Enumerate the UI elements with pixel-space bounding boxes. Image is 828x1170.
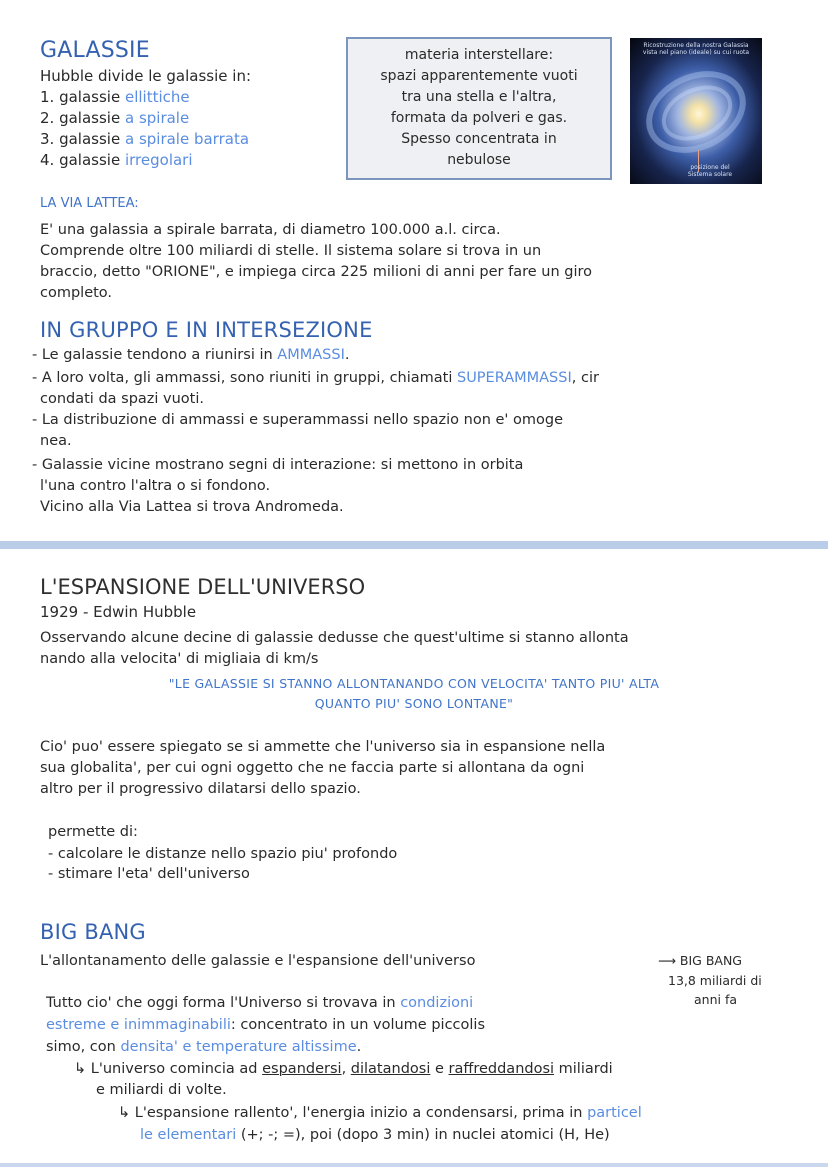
big-bang-line [118, 1103, 642, 1123]
list-word: galassie [59, 130, 121, 148]
via-lattea-line: braccio, detto "ORIONE", e impiega circa 225 milioni di anni per fare un giro [40, 264, 593, 280]
text-span: , [341, 1061, 351, 1077]
caption-line: Ricostruzione della nostra Galassia [643, 42, 749, 49]
permette-bullet: - stimare l'eta' dell'universo [48, 866, 250, 882]
section-title-gruppo: IN GRUPPO E IN INTERSEZIONE [40, 318, 373, 342]
gruppo-line: - Galassie vicine mostrano segni di interazione: si mettono in orbita [32, 457, 524, 473]
galaxy-type: irregolari [124, 151, 193, 169]
text-span: e [430, 1061, 449, 1077]
caption-line: posizione del [690, 164, 730, 171]
big-bang-age: anni fa [694, 992, 738, 1007]
big-bang-line [46, 1037, 361, 1057]
image-caption-top [632, 42, 760, 56]
big-bang-line: e miliardi di volte. [96, 1082, 227, 1098]
text-span: - A loro volta, gli ammassi, sono riuniti in gruppi, chiamati [32, 370, 457, 386]
box-line: formata da polveri e gas. [390, 110, 568, 126]
list-number: 4. [40, 151, 55, 169]
text-span: Tutto cio' che oggi forma l'Universo si trovava in [46, 995, 401, 1011]
text-span: . [344, 347, 350, 363]
keyword-espandersi: espandersi [262, 1061, 342, 1077]
list-word: galassie [59, 88, 121, 106]
list-word: galassie [59, 151, 121, 169]
keyword-condizioni: condizioni [400, 995, 474, 1011]
gruppo-line: nea. [40, 433, 72, 449]
section-title-galassie: GALASSIE [40, 38, 150, 63]
page-bottom-border [0, 1163, 828, 1167]
caption-line: vista nel piano (ideale) su cui ruota [642, 49, 750, 56]
gruppo-line: Vicino alla Via Lattea si trova Andromeda. [40, 499, 344, 515]
text-span: ↳ L'espansione rallento', l'energia inizio a condensarsi, prima in [118, 1105, 588, 1121]
via-lattea-line: completo. [40, 285, 113, 301]
big-bang-line: L'allontanamento delle galassie e l'espansione dell'universo [40, 953, 476, 969]
image-caption-bottom [670, 164, 750, 178]
section-title-espansione: L'ESPANSIONE DELL'UNIVERSO [40, 575, 366, 599]
text-span: ↳ L'universo comincia ad [74, 1061, 263, 1077]
section-divider [0, 541, 828, 549]
text-span: simo, con [46, 1039, 121, 1055]
galaxy-type-item [40, 150, 193, 171]
galaxy-type: a spirale barrata [124, 130, 250, 148]
espansione-paragraph-line: Cio' puo' essere spiegato se si ammette che l'universo sia in espansione nella [40, 739, 606, 755]
galaxy-type-item [40, 87, 190, 108]
galaxy-type: a spirale [124, 109, 190, 127]
big-bang-arrow-label: ⟶ BIG BANG [658, 953, 742, 968]
hubble-quote-line: QUANTO PIU' SONO LONTANE" [314, 696, 514, 711]
gruppo-line: condati da spazi vuoti. [40, 391, 205, 407]
espansione-line: nando alla velocita' di migliaia di km/s [40, 651, 319, 667]
gruppo-line [32, 345, 349, 365]
keyword-raffreddandosi: raffreddandosi [448, 1061, 555, 1077]
box-line: spazi apparentemente vuoti [380, 68, 578, 84]
big-bang-line [140, 1125, 610, 1145]
box-line: materia interstellare: [404, 47, 554, 63]
caption-line: Sistema solare [687, 171, 733, 178]
keyword-ammassi: AMMASSI [277, 347, 345, 363]
espansione-subtitle: 1929 - Edwin Hubble [40, 603, 197, 621]
text-span: - Le galassie tendono a riunirsi in [32, 347, 278, 363]
permette-label: permette di: [48, 824, 138, 840]
keyword-superammassi: SUPERAMMASSI [456, 370, 572, 386]
galassie-intro: Hubble divide le galassie in: [40, 67, 252, 85]
via-lattea-title: LA VIA LATTEA: [40, 196, 139, 211]
big-bang-line [74, 1059, 613, 1079]
text-span: miliardi [554, 1061, 613, 1077]
gruppo-line: l'una contro l'altra o si fondono. [40, 478, 271, 494]
text-span: . [356, 1039, 362, 1055]
list-number: 2. [40, 109, 55, 127]
keyword-estreme: estreme e inimmaginabili [46, 1017, 231, 1033]
big-bang-line [46, 1015, 485, 1035]
list-number: 1. [40, 88, 55, 106]
section-title-big-bang: BIG BANG [40, 920, 146, 944]
via-lattea-line: Comprende oltre 100 miliardi di stelle. Il sistema solare si trova in un [40, 243, 542, 259]
galaxy-type-item [40, 129, 249, 150]
via-lattea-line: E' una galassia a spirale barrata, di diametro 100.000 a.l. circa. [40, 222, 501, 238]
hubble-quote-line: "LE GALASSIE SI STANNO ALLONTANANDO CON VELOCITA' TANTO PIU' ALTA [168, 676, 660, 691]
box-line: Spesso concentrata in [401, 131, 557, 147]
gruppo-line [32, 368, 599, 388]
text-span: (+; -; =), poi (dopo 3 min) in nuclei atomici (H, He) [236, 1127, 610, 1143]
gruppo-line: - La distribuzione di ammassi e superammassi nello spazio non e' omoge [32, 412, 564, 428]
big-bang-line [46, 993, 473, 1013]
materia-interstellare-box [346, 37, 612, 180]
keyword-dilatandosi: dilatandosi [350, 1061, 431, 1077]
espansione-paragraph-line: sua globalita', per cui ogni oggetto che ne faccia parte si allontana da ogni [40, 760, 585, 776]
list-number: 3. [40, 130, 55, 148]
text-span: , cir [571, 370, 599, 386]
big-bang-age: 13,8 miliardi di [668, 973, 762, 988]
espansione-paragraph-line: altro per il progressivo dilatarsi dello spazio. [40, 781, 361, 797]
text-span: : concentrato in un volume piccolis [230, 1017, 486, 1033]
box-line: tra una stella e l'altra, [401, 89, 557, 105]
galaxy-type: ellittiche [124, 88, 190, 106]
permette-bullet: - calcolare le distanze nello spazio piu' profondo [48, 846, 398, 862]
list-word: galassie [59, 109, 121, 127]
milky-way-image [630, 38, 762, 184]
keyword-elementari: le elementari [140, 1127, 237, 1143]
galaxy-type-item [40, 108, 189, 129]
keyword-densita: densita' e temperature altissime [120, 1039, 357, 1055]
espansione-line: Osservando alcune decine di galassie dedusse che quest'ultime si stanno allonta [40, 630, 629, 646]
keyword-particelle: particel [587, 1105, 642, 1121]
box-line: nebulose [447, 152, 511, 168]
